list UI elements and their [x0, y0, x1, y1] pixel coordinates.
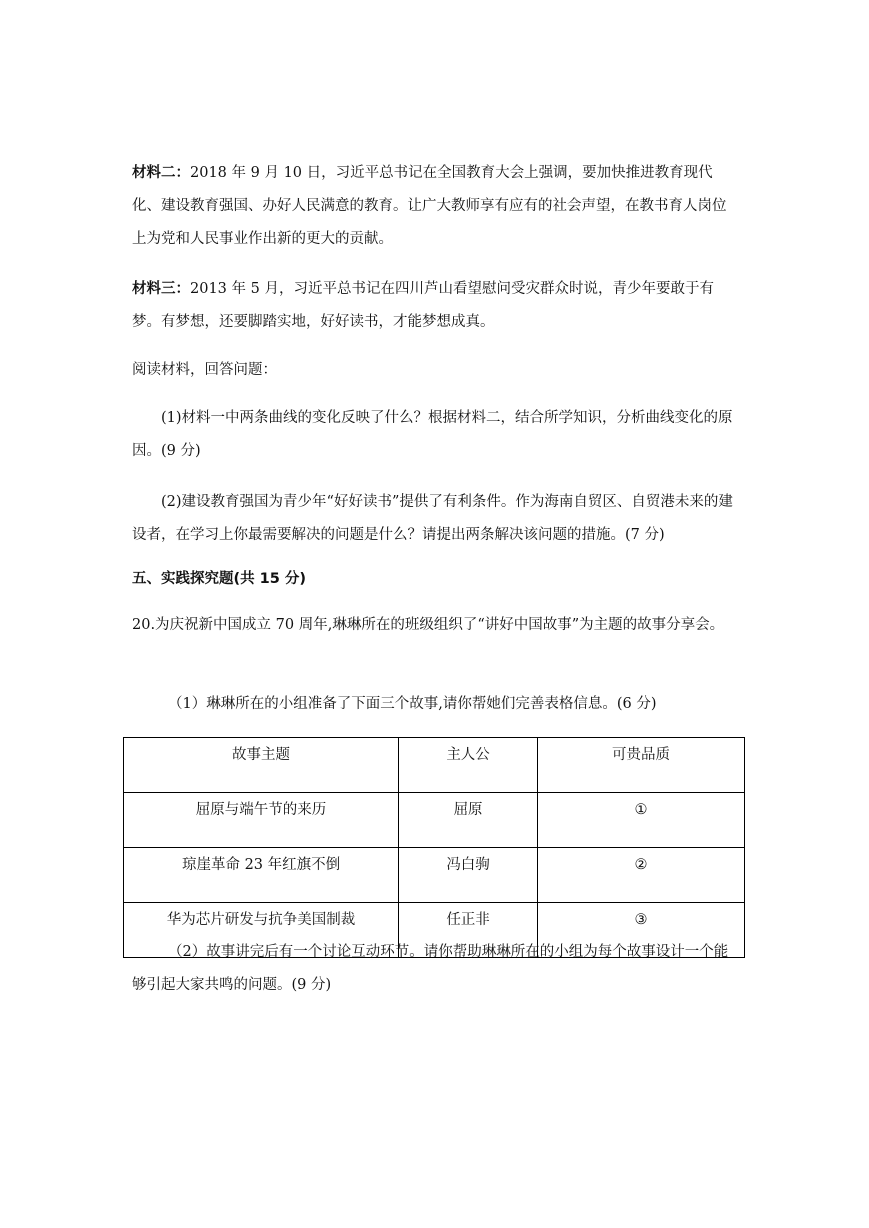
table-cell: 琼崖革命 23 年红旗不倒	[124, 848, 399, 903]
table-cell: 华为芯片研发与抗争美国制裁	[124, 903, 399, 958]
header-protagonist: 主人公	[399, 738, 538, 793]
material-3-text: 2013 年 5 月，习近平总书记在四川芦山看望慰问受灾群众时说，青少年要敢于有梦。有梦想，还要脚踏实地，好好读书，才能梦想成真。	[132, 281, 714, 330]
table-cell: ③	[538, 903, 745, 958]
question-20-2: （2）故事讲完后有一个讨论互动环节。请你帮助琳琳所在的小组为每个故事设计一个能够引起大家共鸣的问题。(9 分)	[132, 944, 729, 993]
material-2-text: 2018 年 9 月 10 日，习近平总书记在全国教育大会上强调，要加快推进教育现代化、建设教育强国、办好人民满意的教育。让广大教师享有应有的社会声望，在教书育人岗位上为党和人民事业作出新的更大的贡献。	[132, 165, 727, 247]
table-cell: 屈原与端午节的来历	[124, 793, 399, 848]
table-cell: 冯白驹	[399, 848, 538, 903]
table-row	[124, 848, 745, 903]
table-row	[124, 793, 745, 848]
header-quality: 可贵品质	[538, 738, 745, 793]
table-cell: 屈原	[399, 793, 538, 848]
material-2-label: 材料二：	[132, 164, 190, 181]
header-story-theme: 故事主题	[124, 738, 399, 793]
section-5-heading: 五、实践探究题(共 15 分)	[132, 571, 307, 587]
question-20-1: （1）琳琳所在的小组准备了下面三个故事,请你帮她们完善表格信息。(6 分)	[168, 696, 657, 712]
material-3-paragraph	[132, 272, 740, 339]
table-cell: 任正非	[399, 903, 538, 958]
table-cell: ①	[538, 793, 745, 848]
table-header-row	[124, 738, 745, 793]
question-20: 20.为庆祝新中国成立 70 周年,琳琳所在的班级组织了“讲好中国故事”为主题的故事分享会。	[132, 617, 725, 633]
question-2: (2)建设教育强国为青少年“好好读书”提供了有利条件。作为海南自贸区、自贸港未来的建设者，在学习上你最需要解决的问题是什么？请提出两条解决该问题的措施。(7 分)	[132, 494, 733, 543]
question-1: (1)材料一中两条曲线的变化反映了什么？根据材料二，结合所学知识，分析曲线变化的原因。(9 分)	[132, 410, 733, 459]
material-3-label: 材料三：	[132, 280, 190, 297]
table-cell: ②	[538, 848, 745, 903]
reading-instruction: 阅读材料，回答问题：	[132, 362, 277, 378]
material-2-paragraph	[132, 156, 740, 256]
story-table	[123, 737, 745, 958]
